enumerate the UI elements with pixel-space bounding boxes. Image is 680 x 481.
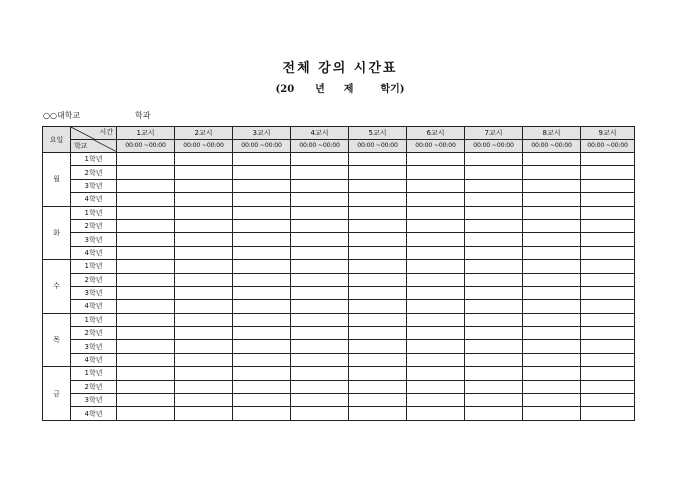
schedule-cell[interactable] bbox=[581, 286, 635, 299]
schedule-cell[interactable] bbox=[465, 273, 523, 286]
period-time: 00:00 ~00:00 bbox=[291, 140, 349, 153]
table-row bbox=[43, 273, 635, 286]
schedule-cell[interactable] bbox=[233, 246, 291, 259]
schedule-cell[interactable] bbox=[407, 327, 465, 340]
table-row bbox=[43, 153, 635, 166]
schedule-cell[interactable] bbox=[523, 246, 581, 259]
schedule-cell[interactable] bbox=[175, 193, 233, 206]
table-row bbox=[43, 380, 635, 393]
schedule-cell[interactable] bbox=[233, 340, 291, 353]
schedule-cell[interactable] bbox=[581, 246, 635, 259]
schedule-cell[interactable] bbox=[407, 380, 465, 393]
schedule-cell[interactable] bbox=[291, 353, 349, 366]
schedule-cell[interactable] bbox=[291, 327, 349, 340]
grade-cell: 3학년 bbox=[71, 233, 117, 246]
subtitle-term: 제 bbox=[343, 84, 354, 95]
schedule-cell[interactable] bbox=[233, 179, 291, 192]
schedule-cell[interactable] bbox=[407, 367, 465, 380]
school-name: ○○대학교 bbox=[43, 111, 81, 120]
schedule-cell[interactable] bbox=[523, 327, 581, 340]
schedule-cell[interactable] bbox=[349, 206, 407, 219]
schedule-cell[interactable] bbox=[233, 286, 291, 299]
schedule-cell[interactable] bbox=[291, 246, 349, 259]
schedule-cell[interactable] bbox=[581, 206, 635, 219]
schedule-cell[interactable] bbox=[465, 353, 523, 366]
schedule-cell[interactable] bbox=[291, 233, 349, 246]
schedule-cell[interactable] bbox=[407, 260, 465, 273]
grade-cell: 2학년 bbox=[71, 273, 117, 286]
schedule-cell[interactable] bbox=[175, 166, 233, 179]
schedule-cell[interactable] bbox=[523, 153, 581, 166]
schedule-cell[interactable] bbox=[581, 260, 635, 273]
schedule-cell[interactable] bbox=[233, 219, 291, 232]
grade-label: 학교 bbox=[74, 142, 88, 150]
schedule-cell[interactable] bbox=[175, 219, 233, 232]
period-time: 00:00 ~00:00 bbox=[233, 140, 291, 153]
schedule-cell[interactable] bbox=[465, 300, 523, 313]
grade-cell: 4학년 bbox=[71, 193, 117, 206]
schedule-cell[interactable] bbox=[175, 273, 233, 286]
schedule-cell[interactable] bbox=[117, 166, 175, 179]
schedule-cell[interactable] bbox=[349, 407, 407, 420]
table-row bbox=[43, 313, 635, 326]
grade-cell: 4학년 bbox=[71, 300, 117, 313]
grade-cell: 2학년 bbox=[71, 166, 117, 179]
table-row bbox=[43, 340, 635, 353]
schedule-cell[interactable] bbox=[465, 206, 523, 219]
schedule-cell[interactable] bbox=[407, 233, 465, 246]
schedule-cell[interactable] bbox=[407, 206, 465, 219]
schedule-cell[interactable] bbox=[117, 300, 175, 313]
schedule-cell[interactable] bbox=[291, 219, 349, 232]
schedule-cell[interactable] bbox=[175, 353, 233, 366]
schedule-cell[interactable] bbox=[349, 193, 407, 206]
schedule-cell[interactable] bbox=[581, 193, 635, 206]
schedule-cell[interactable] bbox=[175, 367, 233, 380]
subtitle-close: 학기) bbox=[380, 84, 405, 95]
schedule-cell[interactable] bbox=[175, 206, 233, 219]
schedule-cell[interactable] bbox=[291, 166, 349, 179]
schedule-cell[interactable] bbox=[523, 340, 581, 353]
schedule-cell[interactable] bbox=[465, 286, 523, 299]
table-row bbox=[43, 206, 635, 219]
schedule-cell[interactable] bbox=[291, 179, 349, 192]
day-cell: 목 bbox=[43, 313, 71, 367]
page-title: 전체 강의 시간표 bbox=[282, 61, 398, 76]
schedule-cell[interactable] bbox=[233, 260, 291, 273]
schedule-cell[interactable] bbox=[117, 153, 175, 166]
schedule-cell[interactable] bbox=[349, 260, 407, 273]
schedule-cell[interactable] bbox=[349, 327, 407, 340]
time-label: 시간 bbox=[99, 128, 113, 136]
grade-cell: 4학년 bbox=[71, 353, 117, 366]
schedule-cell[interactable] bbox=[523, 193, 581, 206]
schedule-cell[interactable] bbox=[581, 233, 635, 246]
schedule-cell[interactable] bbox=[581, 367, 635, 380]
schedule-cell[interactable] bbox=[349, 286, 407, 299]
schedule-cell[interactable] bbox=[465, 246, 523, 259]
schedule-cell[interactable] bbox=[465, 233, 523, 246]
schedule-cell[interactable] bbox=[465, 327, 523, 340]
schedule-cell[interactable] bbox=[175, 407, 233, 420]
schedule-cell[interactable] bbox=[233, 407, 291, 420]
schedule-cell[interactable] bbox=[349, 394, 407, 407]
school-info bbox=[43, 110, 151, 121]
schedule-cell[interactable] bbox=[233, 313, 291, 326]
schedule-cell[interactable] bbox=[523, 394, 581, 407]
schedule-cell[interactable] bbox=[175, 153, 233, 166]
schedule-cell[interactable] bbox=[407, 286, 465, 299]
schedule-cell[interactable] bbox=[117, 367, 175, 380]
schedule-cell[interactable] bbox=[117, 380, 175, 393]
schedule-cell[interactable] bbox=[407, 179, 465, 192]
table-row bbox=[43, 353, 635, 366]
schedule-cell[interactable] bbox=[117, 394, 175, 407]
table-row bbox=[43, 286, 635, 299]
schedule-cell[interactable] bbox=[581, 166, 635, 179]
schedule-cell[interactable] bbox=[407, 193, 465, 206]
grade-cell: 1학년 bbox=[71, 367, 117, 380]
grade-cell: 4학년 bbox=[71, 407, 117, 420]
table-row bbox=[43, 246, 635, 259]
grade-cell: 1학년 bbox=[71, 260, 117, 273]
schedule-cell[interactable] bbox=[291, 367, 349, 380]
schedule-cell[interactable] bbox=[523, 166, 581, 179]
schedule-cell[interactable] bbox=[117, 327, 175, 340]
schedule-cell[interactable] bbox=[581, 380, 635, 393]
schedule-cell[interactable] bbox=[465, 380, 523, 393]
day-cell: 화 bbox=[43, 206, 71, 260]
period-time: 00:00 ~00:00 bbox=[117, 140, 175, 153]
schedule-cell[interactable] bbox=[349, 367, 407, 380]
schedule-cell[interactable] bbox=[349, 340, 407, 353]
grade-cell: 1학년 bbox=[71, 206, 117, 219]
table-row bbox=[43, 219, 635, 232]
period-header: 7교시 bbox=[465, 127, 523, 140]
table-row bbox=[43, 179, 635, 192]
schedule-cell[interactable] bbox=[291, 380, 349, 393]
period-header: 4교시 bbox=[291, 127, 349, 140]
schedule-cell[interactable] bbox=[291, 394, 349, 407]
semester-subtitle bbox=[0, 80, 680, 95]
table-row bbox=[43, 394, 635, 407]
schedule-cell[interactable] bbox=[581, 407, 635, 420]
schedule-cell[interactable] bbox=[175, 380, 233, 393]
schedule-cell[interactable] bbox=[523, 313, 581, 326]
grade-cell: 4학년 bbox=[71, 246, 117, 259]
schedule-cell[interactable] bbox=[117, 179, 175, 192]
schedule-cell[interactable] bbox=[175, 300, 233, 313]
schedule-cell[interactable] bbox=[175, 394, 233, 407]
schedule-cell[interactable] bbox=[523, 367, 581, 380]
grade-cell: 1학년 bbox=[71, 313, 117, 326]
schedule-cell[interactable] bbox=[407, 300, 465, 313]
schedule-cell[interactable] bbox=[291, 313, 349, 326]
corner-grade-cell bbox=[71, 140, 117, 153]
schedule-cell[interactable] bbox=[407, 340, 465, 353]
schedule-cell[interactable] bbox=[349, 246, 407, 259]
period-header: 6교시 bbox=[407, 127, 465, 140]
schedule-cell[interactable] bbox=[291, 286, 349, 299]
schedule-cell[interactable] bbox=[581, 394, 635, 407]
day-cell: 월 bbox=[43, 153, 71, 207]
schedule-cell[interactable] bbox=[523, 260, 581, 273]
schedule-cell[interactable] bbox=[175, 327, 233, 340]
schedule-cell[interactable] bbox=[407, 219, 465, 232]
schedule-cell[interactable] bbox=[233, 394, 291, 407]
schedule-cell[interactable] bbox=[581, 153, 635, 166]
schedule-cell[interactable] bbox=[233, 206, 291, 219]
schedule-cell[interactable] bbox=[581, 219, 635, 232]
schedule-cell[interactable] bbox=[407, 153, 465, 166]
schedule-cell[interactable] bbox=[291, 340, 349, 353]
schedule-cell[interactable] bbox=[465, 219, 523, 232]
schedule-cell[interactable] bbox=[117, 313, 175, 326]
schedule-cell[interactable] bbox=[117, 353, 175, 366]
schedule-cell[interactable] bbox=[349, 153, 407, 166]
subtitle-year: 년 bbox=[315, 84, 325, 95]
schedule-cell[interactable] bbox=[349, 300, 407, 313]
schedule-cell[interactable] bbox=[465, 367, 523, 380]
period-header: 5교시 bbox=[349, 127, 407, 140]
table-row bbox=[43, 193, 635, 206]
schedule-cell[interactable] bbox=[581, 179, 635, 192]
schedule-cell[interactable] bbox=[291, 260, 349, 273]
table-row bbox=[43, 166, 635, 179]
grade-cell: 2학년 bbox=[71, 219, 117, 232]
grade-cell: 3학년 bbox=[71, 340, 117, 353]
schedule-cell[interactable] bbox=[117, 193, 175, 206]
schedule-cell[interactable] bbox=[117, 219, 175, 232]
corner-time-cell bbox=[71, 127, 117, 140]
schedule-cell[interactable] bbox=[465, 153, 523, 166]
schedule-cell[interactable] bbox=[523, 300, 581, 313]
schedule-cell[interactable] bbox=[117, 340, 175, 353]
schedule-cell[interactable] bbox=[175, 313, 233, 326]
schedule-cell[interactable] bbox=[581, 327, 635, 340]
schedule-cell[interactable] bbox=[233, 166, 291, 179]
schedule-cell[interactable] bbox=[523, 286, 581, 299]
schedule-cell[interactable] bbox=[407, 273, 465, 286]
schedule-cell[interactable] bbox=[291, 193, 349, 206]
period-header: 2교시 bbox=[175, 127, 233, 140]
day-cell: 수 bbox=[43, 260, 71, 314]
table-row bbox=[43, 407, 635, 420]
grade-cell: 2학년 bbox=[71, 327, 117, 340]
day-column-header: 요일 bbox=[43, 127, 71, 153]
schedule-cell[interactable] bbox=[349, 166, 407, 179]
schedule-cell[interactable] bbox=[407, 166, 465, 179]
subtitle-open: (20 bbox=[275, 84, 295, 95]
schedule-cell[interactable] bbox=[349, 219, 407, 232]
schedule-cell[interactable] bbox=[465, 166, 523, 179]
period-header: 9교시 bbox=[581, 127, 635, 140]
schedule-cell[interactable] bbox=[407, 394, 465, 407]
schedule-cell[interactable] bbox=[233, 327, 291, 340]
schedule-cell[interactable] bbox=[117, 260, 175, 273]
schedule-cell[interactable] bbox=[349, 179, 407, 192]
schedule-cell[interactable] bbox=[523, 353, 581, 366]
grade-cell: 3학년 bbox=[71, 286, 117, 299]
schedule-cell[interactable] bbox=[117, 286, 175, 299]
grade-cell: 3학년 bbox=[71, 179, 117, 192]
period-time: 00:00 ~00:00 bbox=[407, 140, 465, 153]
schedule-cell[interactable] bbox=[407, 246, 465, 259]
schedule-cell[interactable] bbox=[407, 313, 465, 326]
schedule-cell[interactable] bbox=[233, 367, 291, 380]
schedule-cell[interactable] bbox=[523, 233, 581, 246]
period-time: 00:00 ~00:00 bbox=[465, 140, 523, 153]
table-row bbox=[43, 367, 635, 380]
period-header: 3교시 bbox=[233, 127, 291, 140]
period-header: 8교시 bbox=[523, 127, 581, 140]
grade-cell: 1학년 bbox=[71, 153, 117, 166]
schedule-cell[interactable] bbox=[175, 233, 233, 246]
schedule-cell[interactable] bbox=[523, 407, 581, 420]
schedule-cell[interactable] bbox=[175, 260, 233, 273]
schedule-cell[interactable] bbox=[291, 153, 349, 166]
schedule-cell[interactable] bbox=[291, 273, 349, 286]
schedule-cell[interactable] bbox=[581, 273, 635, 286]
grade-cell: 3학년 bbox=[71, 394, 117, 407]
schedule-cell[interactable] bbox=[465, 407, 523, 420]
period-header-row bbox=[43, 127, 635, 140]
period-time: 00:00 ~00:00 bbox=[523, 140, 581, 153]
schedule-cell[interactable] bbox=[175, 179, 233, 192]
period-time-row bbox=[43, 140, 635, 153]
timetable bbox=[42, 126, 635, 421]
schedule-cell[interactable] bbox=[175, 246, 233, 259]
schedule-cell[interactable] bbox=[407, 407, 465, 420]
schedule-cell[interactable] bbox=[291, 407, 349, 420]
schedule-cell[interactable] bbox=[465, 394, 523, 407]
schedule-cell[interactable] bbox=[233, 300, 291, 313]
schedule-cell[interactable] bbox=[581, 353, 635, 366]
schedule-cell[interactable] bbox=[523, 179, 581, 192]
schedule-cell[interactable] bbox=[523, 219, 581, 232]
schedule-cell[interactable] bbox=[291, 206, 349, 219]
schedule-cell[interactable] bbox=[581, 313, 635, 326]
schedule-cell[interactable] bbox=[465, 260, 523, 273]
table-row bbox=[43, 327, 635, 340]
schedule-cell[interactable] bbox=[117, 233, 175, 246]
schedule-cell[interactable] bbox=[233, 273, 291, 286]
schedule-cell[interactable] bbox=[233, 380, 291, 393]
schedule-cell[interactable] bbox=[175, 340, 233, 353]
period-time: 00:00 ~00:00 bbox=[175, 140, 233, 153]
schedule-cell[interactable] bbox=[233, 233, 291, 246]
schedule-cell[interactable] bbox=[117, 407, 175, 420]
schedule-cell[interactable] bbox=[465, 179, 523, 192]
schedule-cell[interactable] bbox=[465, 193, 523, 206]
schedule-cell[interactable] bbox=[349, 353, 407, 366]
schedule-cell[interactable] bbox=[523, 380, 581, 393]
schedule-cell[interactable] bbox=[581, 340, 635, 353]
period-header: 1교시 bbox=[117, 127, 175, 140]
table-row bbox=[43, 260, 635, 273]
department-name: 학과 bbox=[135, 111, 151, 120]
day-cell: 금 bbox=[43, 367, 71, 421]
schedule-cell[interactable] bbox=[175, 286, 233, 299]
schedule-cell[interactable] bbox=[291, 300, 349, 313]
schedule-cell[interactable] bbox=[233, 153, 291, 166]
schedule-cell[interactable] bbox=[465, 340, 523, 353]
schedule-cell[interactable] bbox=[233, 353, 291, 366]
schedule-cell[interactable] bbox=[523, 273, 581, 286]
schedule-cell[interactable] bbox=[349, 380, 407, 393]
schedule-cell[interactable] bbox=[465, 313, 523, 326]
schedule-cell[interactable] bbox=[117, 206, 175, 219]
table-row bbox=[43, 300, 635, 313]
period-time: 00:00 ~00:00 bbox=[349, 140, 407, 153]
schedule-cell[interactable] bbox=[349, 313, 407, 326]
schedule-cell[interactable] bbox=[233, 193, 291, 206]
table-row bbox=[43, 233, 635, 246]
schedule-cell[interactable] bbox=[117, 273, 175, 286]
schedule-cell[interactable] bbox=[581, 300, 635, 313]
schedule-cell[interactable] bbox=[349, 233, 407, 246]
period-time: 00:00 ~00:00 bbox=[581, 140, 635, 153]
schedule-cell[interactable] bbox=[117, 246, 175, 259]
schedule-cell[interactable] bbox=[349, 273, 407, 286]
schedule-cell[interactable] bbox=[407, 353, 465, 366]
grade-cell: 2학년 bbox=[71, 380, 117, 393]
schedule-cell[interactable] bbox=[523, 206, 581, 219]
